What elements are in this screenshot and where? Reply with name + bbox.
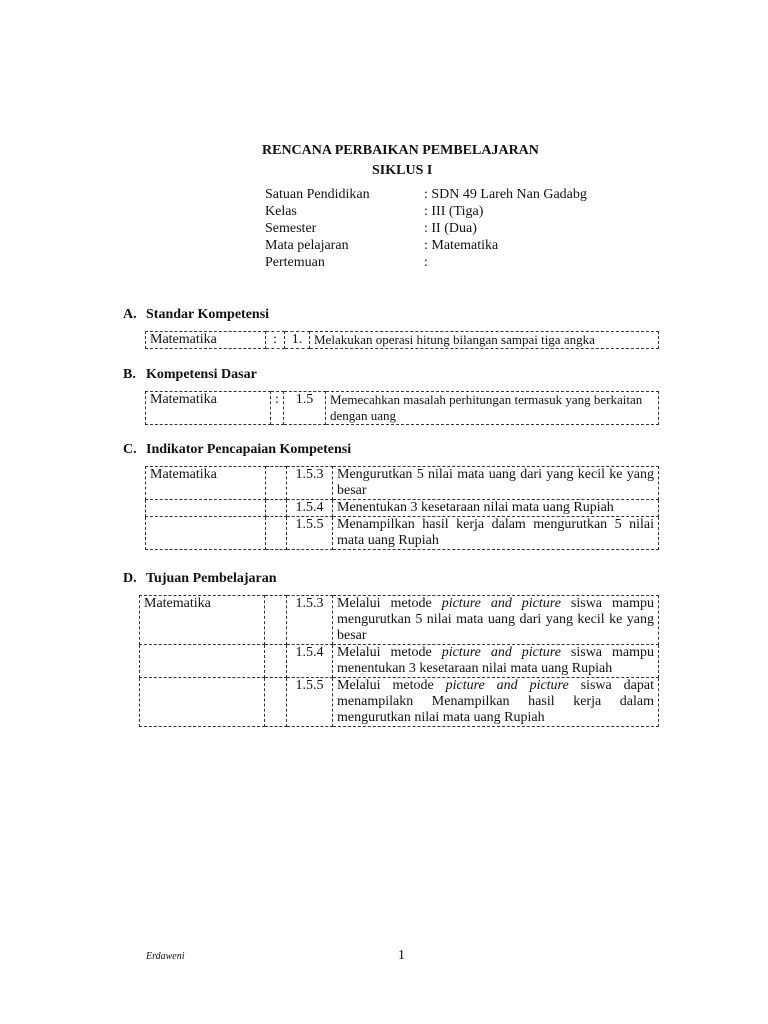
subject-cell	[146, 500, 266, 517]
info-row	[265, 254, 587, 271]
info-label: Kelas	[265, 204, 297, 219]
description-cell: Memecahkan masalah perhitungan termasuk yang berkaitan dengan uang	[326, 392, 659, 425]
section-title: Kompetensi Dasar	[146, 367, 257, 382]
subject-cell: Matematika	[140, 596, 265, 645]
table-row	[146, 500, 659, 517]
code-cell: 1.5.4	[287, 500, 333, 517]
section-letter: D.	[123, 571, 137, 586]
info-value: :	[424, 255, 428, 270]
empty-cell	[266, 517, 287, 550]
colon-cell: :	[266, 332, 285, 349]
section-title: Standar Kompetensi	[146, 307, 270, 322]
info-value: : SDN 49 Lareh Nan Gadabg	[424, 187, 587, 202]
info-value: : III (Tiga)	[424, 204, 484, 219]
section-letter: B.	[123, 367, 136, 382]
standar-kompetensi-table	[145, 331, 659, 349]
page-number: 1	[398, 948, 405, 963]
subject-cell	[146, 517, 266, 550]
info-block	[265, 186, 587, 271]
table-row	[146, 517, 659, 550]
colon-cell: :	[271, 392, 284, 425]
code-cell: 1.5.5	[287, 517, 333, 550]
document-subtitle: SIKLUS I	[372, 163, 433, 178]
description-cell: Melalui metode picture and picture siswa dapat menampilakn Menampilkan hasil kerja dalam mengurutkan nilai mata uang Rupiah	[333, 678, 659, 727]
section-heading-b	[123, 367, 257, 383]
info-value: : Matematika	[424, 238, 499, 253]
section-letter: A.	[123, 307, 137, 322]
description-cell: Menampilkan hasil kerja dalam mengurutkan 5 nilai mata uang Rupiah	[333, 517, 659, 550]
empty-cell	[265, 596, 287, 645]
code-cell: 1.5.3	[287, 596, 333, 645]
footer-author: Erdaweni	[146, 951, 185, 962]
code-cell: 1.	[285, 332, 310, 349]
subject-cell: Matematika	[146, 392, 271, 425]
code-cell: 1.5.3	[287, 467, 333, 500]
document-title: RENCANA PERBAIKAN PEMBELAJARAN	[262, 143, 539, 158]
info-label: Semester	[265, 221, 317, 236]
description-cell: Menentukan 3 kesetaraan nilai mata uang Rupiah	[333, 500, 659, 517]
table-row	[140, 645, 659, 678]
table-row	[146, 332, 659, 349]
description-cell: Mengurutkan 5 nilai mata uang dari yang kecil ke yang besar	[333, 467, 659, 500]
info-label: Mata pelajaran	[265, 238, 349, 253]
indikator-table	[145, 466, 659, 550]
table-row	[140, 596, 659, 645]
subject-cell: Matematika	[146, 332, 266, 349]
info-value: : II (Dua)	[424, 221, 477, 236]
kompetensi-dasar-table	[145, 391, 659, 425]
subject-cell	[140, 645, 265, 678]
section-heading-d	[123, 571, 277, 587]
section-title: Indikator Pencapaian Kompetensi	[146, 442, 352, 457]
subject-cell	[140, 678, 265, 727]
code-cell: 1.5.5	[287, 678, 333, 727]
empty-cell	[266, 467, 287, 500]
empty-cell	[266, 500, 287, 517]
section-heading-c	[123, 442, 351, 458]
section-title: Tujuan Pembelajaran	[146, 571, 277, 586]
description-cell: Melakukan operasi hitung bilangan sampai tiga angka	[310, 332, 659, 349]
table-row	[146, 467, 659, 500]
empty-cell	[265, 678, 287, 727]
info-label: Satuan Pendidikan	[265, 187, 370, 202]
info-row	[265, 237, 587, 254]
table-row	[140, 678, 659, 727]
section-letter: C.	[123, 442, 137, 457]
description-cell: Melalui metode picture and picture siswa mampu mengurutkan 5 nilai mata uang dari yang kecil ke yang besar	[333, 596, 659, 645]
code-cell: 1.5.4	[287, 645, 333, 678]
empty-cell	[265, 645, 287, 678]
info-label: Pertemuan	[265, 255, 325, 270]
table-row	[146, 392, 659, 425]
info-row	[265, 203, 587, 220]
info-row	[265, 220, 587, 237]
description-cell: Melalui metode picture and picture siswa mampu menentukan 3 kesetaraan nilai mata uang Rupiah	[333, 645, 659, 678]
code-cell: 1.5	[284, 392, 326, 425]
tujuan-table	[139, 595, 659, 727]
section-heading-a	[123, 307, 269, 323]
subject-cell: Matematika	[146, 467, 266, 500]
info-row	[265, 186, 587, 203]
